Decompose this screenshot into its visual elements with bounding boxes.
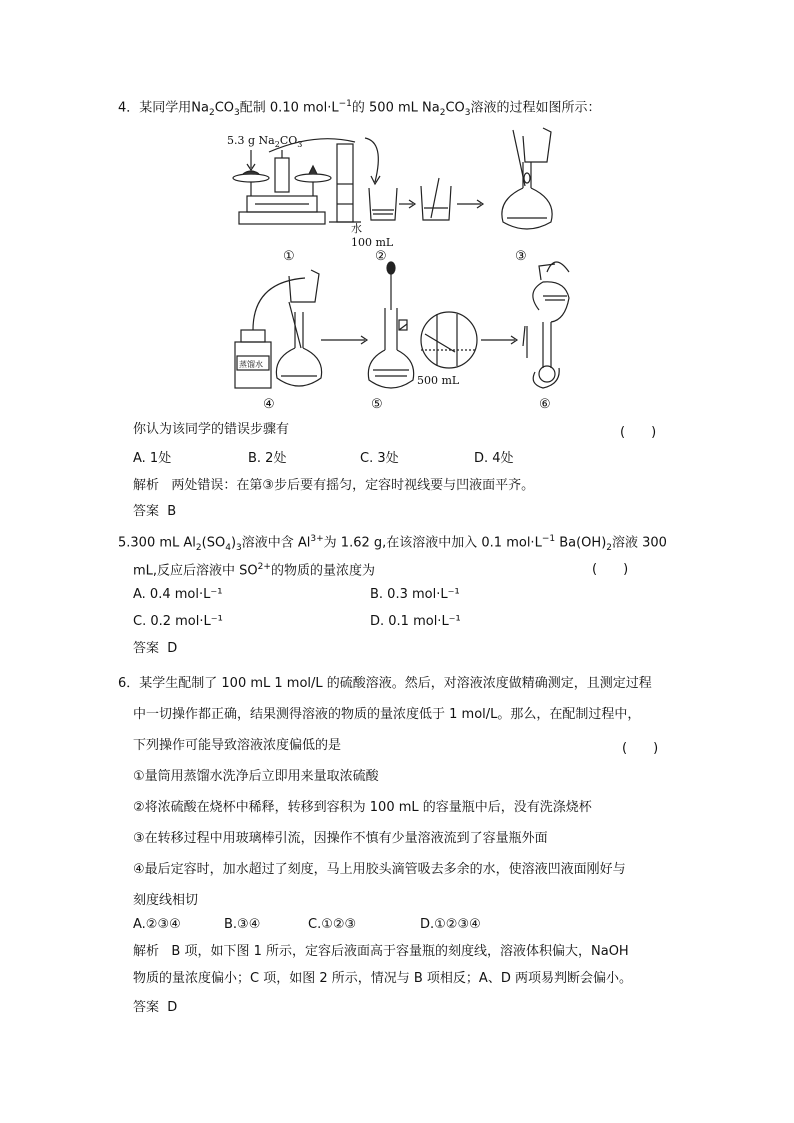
washing-diagram xyxy=(235,270,322,388)
q6-option-d: D.①②③④ xyxy=(420,917,481,932)
svg-text:①: ① xyxy=(283,249,295,264)
svg-text:5.3 g Na2CO3: 5.3 g $Na_2CO_3$ xyxy=(227,134,303,149)
pouring-flask-diagram xyxy=(502,128,552,229)
solution-preparation-figure xyxy=(225,122,585,414)
svg-text:⑥: ⑥ xyxy=(539,397,551,412)
q5-stem-line1: 5.300 mL $Al_2(SO_4)_3$溶液中含 $Al^{3+}$为 1.62 g,在该溶液中加入 0.1 $mol\cdot L^{-1}$ $Ba(OH)_2$溶液 300 xyxy=(118,534,667,553)
svg-text:④: ④ xyxy=(263,397,275,412)
shaking-flask-diagram xyxy=(523,262,569,388)
q6-item-2: ②将浓硫酸在烧杯中稀释，转移到容积为 100 mL 的容量瓶中后，没有洗涤烧杯 xyxy=(133,800,592,815)
q6-analysis-line1: 解析 B 项，如下图 1 所示，定容后液面高于容量瓶的刻度线，溶液体积偏大，NaOH xyxy=(133,944,629,959)
measuring-cylinder xyxy=(329,144,361,222)
q4-analysis: 解析 两处错误：在第③步后要有摇匀，定容时视线要与凹液面平齐。 xyxy=(133,478,535,493)
q5-option-a: A. 0.4 mol·L⁻¹ xyxy=(133,587,223,602)
q5-answer: 答案 D xyxy=(133,641,178,656)
svg-text:②: ② xyxy=(375,249,387,264)
svg-text:⑤: ⑤ xyxy=(371,397,383,412)
q6-item-4: ④最后定容时，加水超过了刻度，马上用胶头滴管吸去多余的水，使溶液凹液面刚好与 xyxy=(133,862,626,877)
q6-stem-line2: 中一切操作都正确，结果测得溶液的物质的量浓度低于 1 mol/L。那么，在配制过程中， xyxy=(133,707,641,722)
svg-text:水: 水 xyxy=(351,222,362,235)
q4-option-b: B. 2处 xyxy=(248,451,287,466)
q5-stem-line2: mL,反应后溶液中 $SO^{2+}$的物质的量浓度为 xyxy=(133,562,375,579)
q4-option-c: C. 3处 xyxy=(360,451,399,466)
svg-text:③: ③ xyxy=(515,249,527,264)
svg-text:蒸馏水: 蒸馏水 xyxy=(239,360,263,369)
q6-item-1: ①量筒用蒸馏水洗净后立即用来量取浓硫酸 xyxy=(133,769,379,784)
q6-answer: 答案 D xyxy=(133,1000,178,1015)
q5-option-d: D. 0.1 mol·L⁻¹ xyxy=(370,614,461,629)
q5-answer-paren: ( ) xyxy=(592,562,629,577)
q6-answer-paren: ( ) xyxy=(622,741,659,756)
q6-item-4-cont: 刻度线相切 xyxy=(133,893,199,908)
q6-option-a: A.②③④ xyxy=(133,917,181,932)
dropper-flask-diagram xyxy=(368,262,413,388)
q6-stem-line1: 6．某学生配制了 100 mL 1 mol/L 的硫酸溶液。然后，对溶液浓度做精确测定，且测定过程 xyxy=(118,676,652,691)
svg-text:500 mL: 500 mL xyxy=(417,374,460,387)
q4-stem: 4．某同学用$Na_2CO_3$配制 0.10 $mol\cdot L^{-1}$的 500 mL $Na_2CO_3$溶液的过程如图所示： xyxy=(118,99,601,118)
q4-option-d: D. 4处 xyxy=(474,451,514,466)
q6-stem-line3: 下列操作可能导致溶液浓度偏低的是 xyxy=(133,738,342,753)
q4-answer-paren: ( ) xyxy=(620,425,657,440)
q6-item-3: ③在转移过程中用玻璃棒引流，因操作不慎有少量溶液流到了容量瓶外面 xyxy=(133,831,548,846)
q5-option-c: C. 0.2 mol·L⁻¹ xyxy=(133,614,223,629)
svg-text:100 mL: 100 mL xyxy=(351,236,394,249)
q4-option-a: A. 1处 xyxy=(133,451,172,466)
q6-option-b: B.③④ xyxy=(224,917,261,932)
q6-option-c: C.①②③ xyxy=(308,917,357,932)
q6-analysis-line2: 物质的量浓度偏小；C 项，如图 2 所示，情况与 B 项相反；A、D 两项易判断会偏小。 xyxy=(133,971,632,986)
q4-answer: 答案 B xyxy=(133,504,177,519)
q5-option-b: B. 0.3 mol·L⁻¹ xyxy=(370,587,460,602)
q4-question: 你认为该同学的错误步骤有 xyxy=(133,422,290,437)
